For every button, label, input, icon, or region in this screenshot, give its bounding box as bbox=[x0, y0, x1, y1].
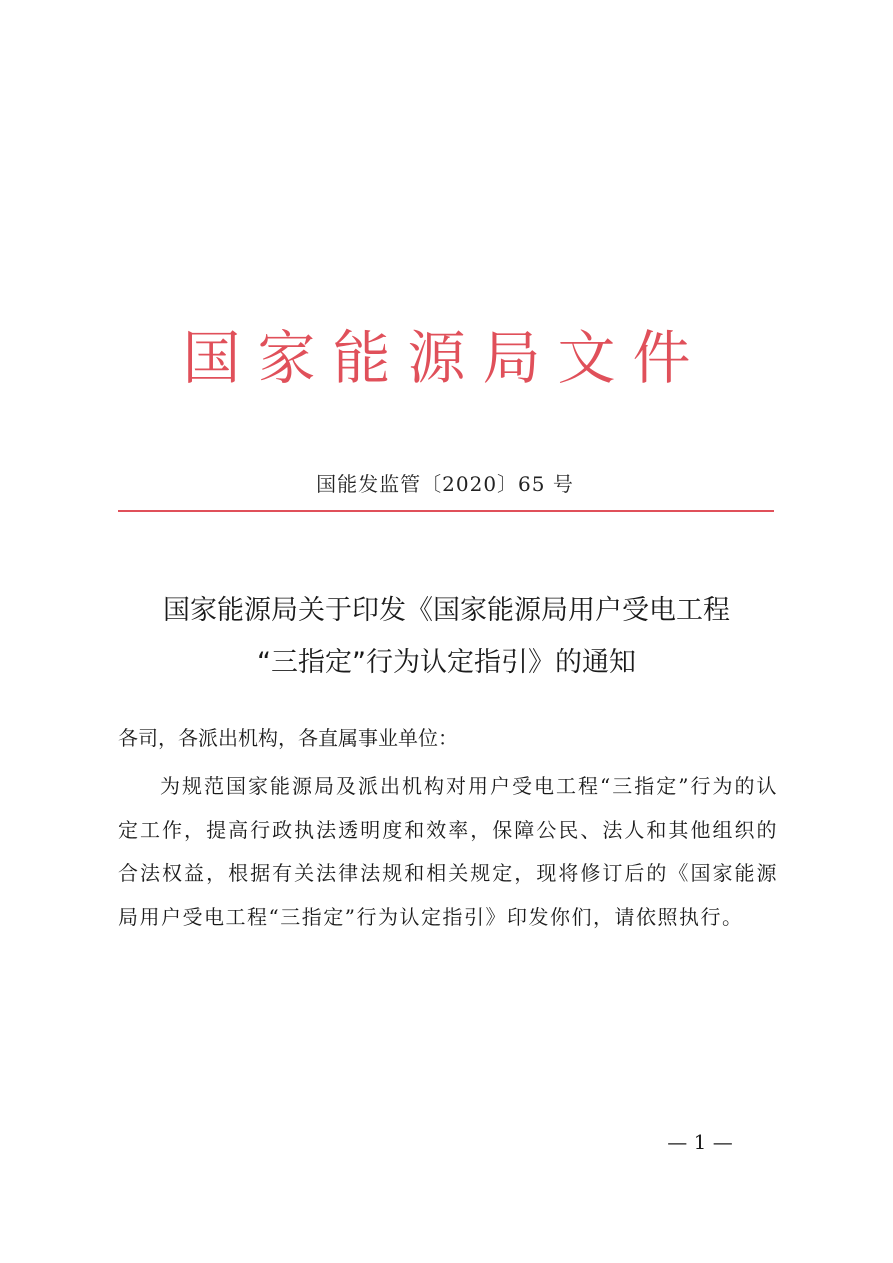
notice-title-line-2: “三指定”行为认定指引》的通知 bbox=[257, 647, 636, 678]
notice-title-line-1: 国家能源局关于印发《国家能源局用户受电工程 bbox=[163, 595, 730, 626]
salutation: 各司，各派出机构，各直属事业单位： bbox=[118, 726, 458, 750]
red-separator-line bbox=[118, 510, 774, 512]
masthead-title: 国家能源局文件 bbox=[182, 324, 708, 392]
page-number: — 1 — bbox=[667, 1130, 733, 1154]
body-paragraph: 为规范国家能源局及派出机构对用户受电工程“三指定”行为的认定工作，提高行政执法透明度和效率，保障公民、法人和其他组织的合法权益，根据有关法律法规和相关规定，现将修订后的《国家能源局用户受电工程“三指定”行为认定指引》印发你们，请依照执行。 bbox=[118, 774, 778, 929]
document-number: 国能发监管〔2020〕65 号 bbox=[316, 472, 574, 496]
notice-title bbox=[110, 585, 783, 689]
